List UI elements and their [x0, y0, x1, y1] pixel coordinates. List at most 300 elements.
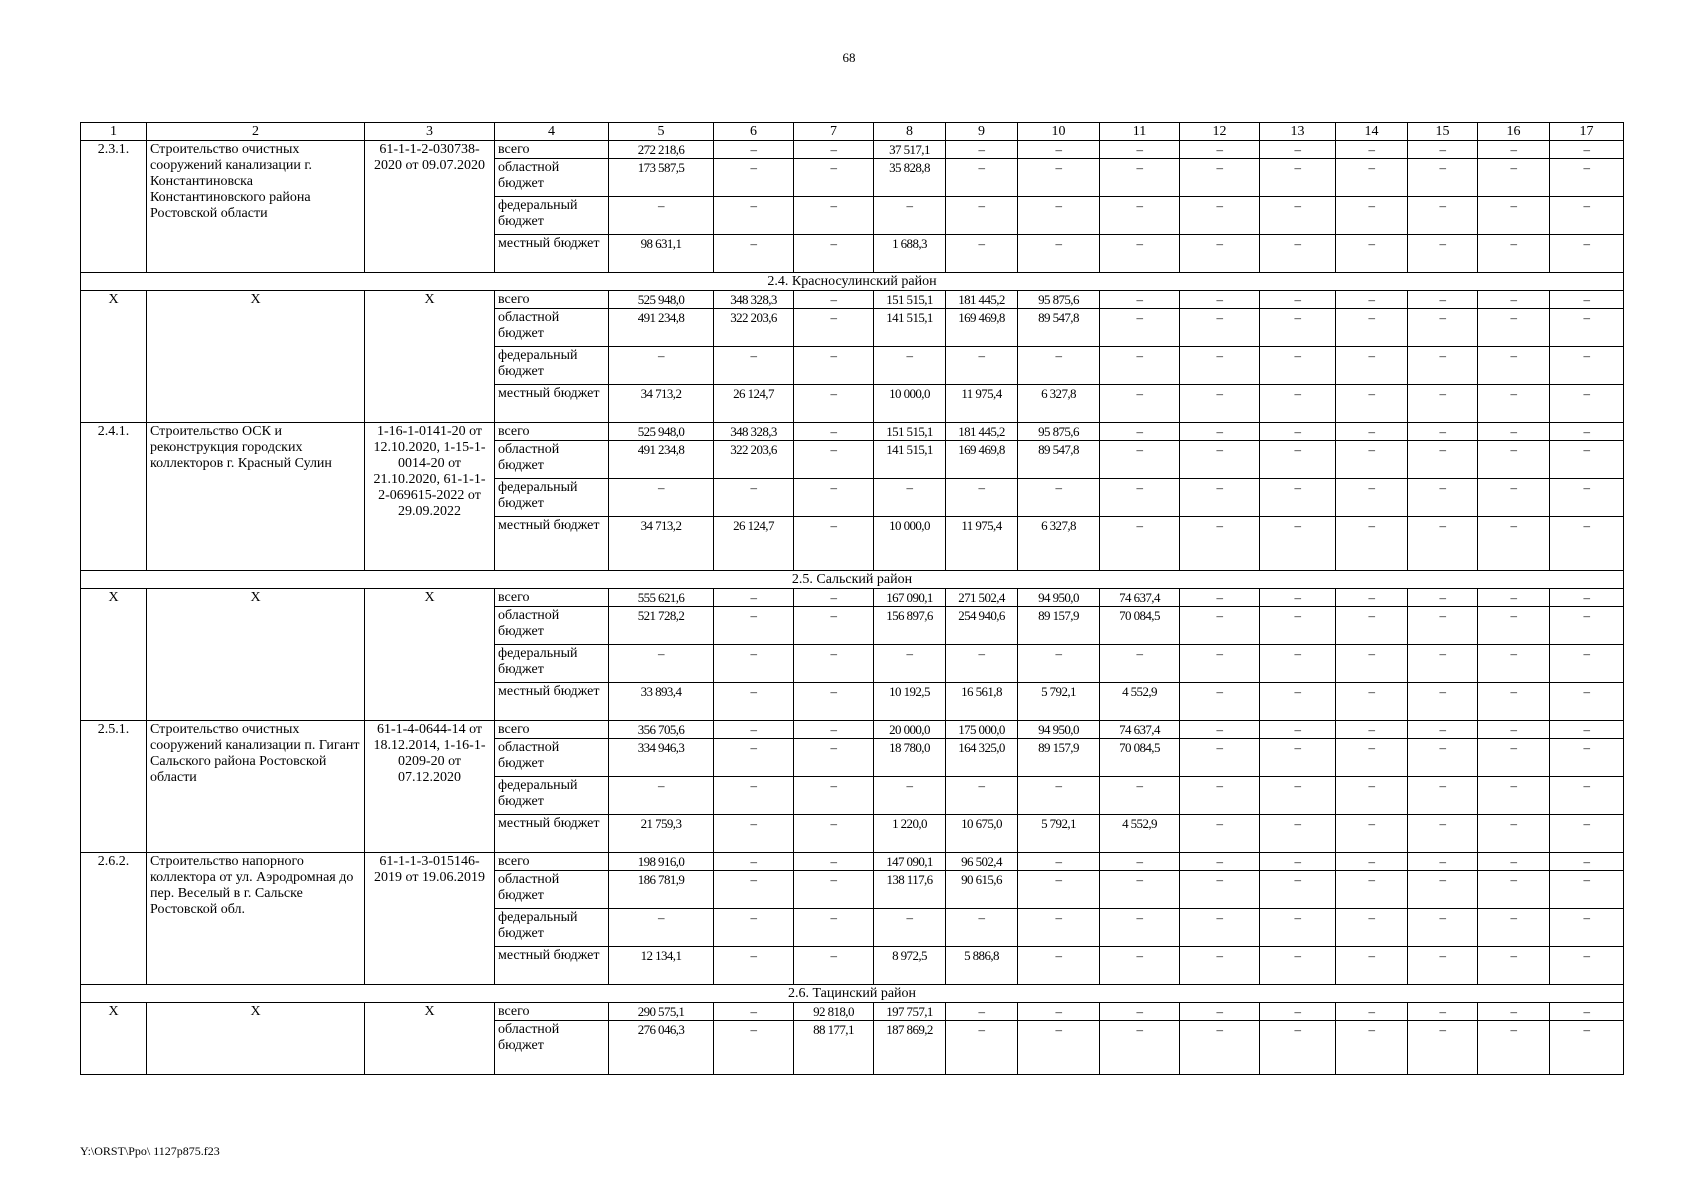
- amount-cell: –: [714, 479, 794, 517]
- amount-cell: –: [1260, 739, 1336, 777]
- amount-cell: –: [1336, 347, 1408, 385]
- amount-cell: –: [946, 141, 1018, 159]
- funding-source-label: местный бюджет: [495, 385, 609, 423]
- column-number-cell: 13: [1260, 123, 1336, 141]
- amount-cell: –: [1018, 141, 1100, 159]
- amount-cell: –: [1550, 683, 1624, 721]
- amount-cell: –: [714, 683, 794, 721]
- amount-cell: –: [794, 777, 874, 815]
- column-number-cell: 16: [1478, 123, 1550, 141]
- amount-cell: –: [1550, 739, 1624, 777]
- amount-cell: 20 000,0: [874, 721, 946, 739]
- item-code: 2.4.1.: [81, 423, 147, 571]
- amount-cell: –: [1408, 947, 1478, 985]
- amount-cell: –: [1180, 739, 1260, 777]
- amount-cell: –: [874, 479, 946, 517]
- amount-cell: 95 875,6: [1018, 291, 1100, 309]
- amount-cell: 169 469,8: [946, 309, 1018, 347]
- amount-cell: –: [1550, 517, 1624, 571]
- amount-cell: –: [1478, 871, 1550, 909]
- amount-cell: –: [1336, 385, 1408, 423]
- amount-cell: –: [714, 777, 794, 815]
- amount-cell: –: [1550, 141, 1624, 159]
- funding-source-label: местный бюджет: [495, 517, 609, 571]
- amount-cell: –: [1550, 479, 1624, 517]
- amount-cell: –: [1408, 909, 1478, 947]
- amount-cell: –: [1408, 739, 1478, 777]
- amount-cell: –: [1336, 739, 1408, 777]
- amount-cell: 35 828,8: [874, 159, 946, 197]
- amount-cell: –: [714, 721, 794, 739]
- item-name: Строительство напорного коллектора от ул. Аэродромная до пер. Веселый в г. Сальске Ростовской обл.: [147, 853, 365, 985]
- amount-cell: –: [794, 479, 874, 517]
- amount-cell: –: [1260, 1021, 1336, 1075]
- amount-cell: –: [1100, 853, 1180, 871]
- amount-cell: –: [1180, 235, 1260, 273]
- amount-cell: –: [794, 517, 874, 571]
- amount-cell: –: [1550, 309, 1624, 347]
- section-row: [81, 985, 1624, 1003]
- amount-cell: –: [1336, 721, 1408, 739]
- amount-cell: –: [1408, 815, 1478, 853]
- amount-cell: –: [714, 1021, 794, 1075]
- amount-cell: –: [1336, 479, 1408, 517]
- amount-cell: –: [1100, 347, 1180, 385]
- funding-source-label: местный бюджет: [495, 683, 609, 721]
- amount-cell: –: [1018, 777, 1100, 815]
- amount-cell: –: [1550, 385, 1624, 423]
- amount-cell: –: [714, 853, 794, 871]
- amount-cell: 11 975,4: [946, 385, 1018, 423]
- amount-cell: –: [1408, 1003, 1478, 1021]
- amount-cell: –: [1180, 197, 1260, 235]
- amount-cell: 6 327,8: [1018, 517, 1100, 571]
- amount-cell: –: [714, 871, 794, 909]
- amount-cell: 26 124,7: [714, 385, 794, 423]
- amount-cell: 88 177,1: [794, 1021, 874, 1075]
- amount-cell: 92 818,0: [794, 1003, 874, 1021]
- amount-cell: –: [946, 347, 1018, 385]
- amount-cell: 1 220,0: [874, 815, 946, 853]
- amount-cell: –: [1018, 853, 1100, 871]
- amount-cell: –: [794, 441, 874, 479]
- amount-cell: –: [609, 197, 714, 235]
- amount-cell: –: [1180, 853, 1260, 871]
- amount-cell: –: [1408, 441, 1478, 479]
- amount-cell: –: [1408, 517, 1478, 571]
- item-reference: 61-1-1-2-030738-2020 от 09.07.2020: [365, 141, 495, 273]
- amount-cell: 141 515,1: [874, 309, 946, 347]
- amount-cell: –: [1408, 159, 1478, 197]
- amount-cell: –: [1100, 517, 1180, 571]
- amount-cell: 74 637,4: [1100, 721, 1180, 739]
- amount-cell: –: [1260, 517, 1336, 571]
- amount-cell: –: [1550, 815, 1624, 853]
- amount-cell: –: [1550, 777, 1624, 815]
- amount-cell: 181 445,2: [946, 291, 1018, 309]
- amount-cell: –: [714, 815, 794, 853]
- amount-cell: –: [1408, 871, 1478, 909]
- column-number-cell: 7: [794, 123, 874, 141]
- amount-cell: –: [1336, 197, 1408, 235]
- amount-cell: 197 757,1: [874, 1003, 946, 1021]
- amount-cell: 173 587,5: [609, 159, 714, 197]
- amount-cell: 96 502,4: [946, 853, 1018, 871]
- amount-cell: –: [1180, 347, 1260, 385]
- amount-cell: –: [1478, 683, 1550, 721]
- amount-cell: 34 713,2: [609, 385, 714, 423]
- funding-source-label: областной бюджет: [495, 441, 609, 479]
- amount-cell: –: [1336, 947, 1408, 985]
- amount-cell: –: [1180, 159, 1260, 197]
- amount-cell: 271 502,4: [946, 589, 1018, 607]
- amount-cell: 5 886,8: [946, 947, 1018, 985]
- budget-table: [80, 122, 1624, 1075]
- column-number-cell: 17: [1550, 123, 1624, 141]
- amount-cell: –: [1260, 159, 1336, 197]
- column-number-cell: 11: [1100, 123, 1180, 141]
- amount-cell: 10 192,5: [874, 683, 946, 721]
- amount-cell: –: [794, 853, 874, 871]
- funding-source-label: федеральный бюджет: [495, 645, 609, 683]
- summary-row: [81, 291, 1624, 309]
- amount-cell: –: [1478, 235, 1550, 273]
- amount-cell: –: [1478, 909, 1550, 947]
- amount-cell: –: [1478, 347, 1550, 385]
- amount-cell: 272 218,6: [609, 141, 714, 159]
- amount-cell: –: [1478, 721, 1550, 739]
- amount-cell: 187 869,2: [874, 1021, 946, 1075]
- item-name: Х: [147, 291, 365, 423]
- amount-cell: 70 084,5: [1100, 607, 1180, 645]
- amount-cell: –: [714, 235, 794, 273]
- page-number: 68: [842, 50, 856, 65]
- amount-cell: –: [1180, 1021, 1260, 1075]
- amount-cell: 11 975,4: [946, 517, 1018, 571]
- column-number-cell: 10: [1018, 123, 1100, 141]
- amount-cell: –: [1018, 235, 1100, 273]
- amount-cell: 74 637,4: [1100, 589, 1180, 607]
- item-code: 2.5.1.: [81, 721, 147, 853]
- amount-cell: –: [794, 235, 874, 273]
- amount-cell: 4 552,9: [1100, 815, 1180, 853]
- item-name: Строительство очистных сооружений канализации п. Гигант Сальского района Ростовской области: [147, 721, 365, 853]
- amount-cell: 322 203,6: [714, 441, 794, 479]
- section-title: 2.5. Сальский район: [81, 571, 1624, 589]
- amount-cell: –: [1478, 589, 1550, 607]
- amount-cell: –: [1180, 1003, 1260, 1021]
- funding-source-label: всего: [495, 721, 609, 739]
- amount-cell: –: [1408, 607, 1478, 645]
- amount-cell: –: [1336, 777, 1408, 815]
- funding-source-label: всего: [495, 141, 609, 159]
- section-title: 2.6. Тацинский район: [81, 985, 1624, 1003]
- amount-cell: –: [1550, 947, 1624, 985]
- project-row: [81, 853, 1624, 871]
- amount-cell: –: [1478, 815, 1550, 853]
- amount-cell: –: [1408, 291, 1478, 309]
- amount-cell: –: [794, 815, 874, 853]
- amount-cell: –: [1478, 777, 1550, 815]
- amount-cell: –: [1100, 947, 1180, 985]
- funding-source-label: областной бюджет: [495, 607, 609, 645]
- amount-cell: –: [714, 141, 794, 159]
- amount-cell: –: [1550, 1021, 1624, 1075]
- amount-cell: –: [794, 423, 874, 441]
- amount-cell: –: [874, 909, 946, 947]
- amount-cell: 198 916,0: [609, 853, 714, 871]
- column-number-cell: 9: [946, 123, 1018, 141]
- amount-cell: –: [1408, 423, 1478, 441]
- amount-cell: –: [1180, 607, 1260, 645]
- amount-cell: –: [946, 1003, 1018, 1021]
- amount-cell: 348 328,3: [714, 423, 794, 441]
- amount-cell: –: [1180, 309, 1260, 347]
- amount-cell: 555 621,6: [609, 589, 714, 607]
- amount-cell: –: [1260, 645, 1336, 683]
- amount-cell: 334 946,3: [609, 739, 714, 777]
- amount-cell: 348 328,3: [714, 291, 794, 309]
- column-number-cell: 3: [365, 123, 495, 141]
- amount-cell: 175 000,0: [946, 721, 1018, 739]
- amount-cell: 90 615,6: [946, 871, 1018, 909]
- amount-cell: –: [794, 347, 874, 385]
- amount-cell: –: [1180, 423, 1260, 441]
- amount-cell: –: [1408, 1021, 1478, 1075]
- amount-cell: –: [1408, 683, 1478, 721]
- amount-cell: 356 705,6: [609, 721, 714, 739]
- file-path-footer: Y:\ORST\Ppo\ 1127p875.f23: [80, 1144, 220, 1158]
- item-reference: 1-16-1-0141-20 от 12.10.2020, 1-15-1-0014-20 от 21.10.2020, 61-1-1-2-069615-2022 от 29.09.2022: [365, 423, 495, 571]
- amount-cell: 276 046,3: [609, 1021, 714, 1075]
- amount-cell: –: [1100, 159, 1180, 197]
- item-code: Х: [81, 589, 147, 721]
- amount-cell: –: [946, 909, 1018, 947]
- amount-cell: 5 792,1: [1018, 815, 1100, 853]
- amount-cell: –: [1478, 607, 1550, 645]
- amount-cell: –: [1100, 141, 1180, 159]
- amount-cell: –: [1478, 517, 1550, 571]
- amount-cell: –: [1408, 479, 1478, 517]
- amount-cell: –: [946, 479, 1018, 517]
- amount-cell: –: [1336, 141, 1408, 159]
- amount-cell: –: [1100, 197, 1180, 235]
- item-reference: Х: [365, 291, 495, 423]
- funding-source-label: областной бюджет: [495, 739, 609, 777]
- column-number-cell: 8: [874, 123, 946, 141]
- amount-cell: –: [1100, 479, 1180, 517]
- funding-source-label: федеральный бюджет: [495, 909, 609, 947]
- summary-row: [81, 589, 1624, 607]
- amount-cell: –: [1260, 909, 1336, 947]
- amount-cell: 6 327,8: [1018, 385, 1100, 423]
- amount-cell: –: [1550, 197, 1624, 235]
- column-number-cell: 4: [495, 123, 609, 141]
- amount-cell: –: [1180, 645, 1260, 683]
- amount-cell: 169 469,8: [946, 441, 1018, 479]
- amount-cell: –: [794, 871, 874, 909]
- section-title: 2.4. Красносулинский район: [81, 273, 1624, 291]
- amount-cell: –: [1260, 235, 1336, 273]
- amount-cell: –: [1100, 1003, 1180, 1021]
- amount-cell: –: [1018, 645, 1100, 683]
- amount-cell: 164 325,0: [946, 739, 1018, 777]
- amount-cell: –: [1336, 159, 1408, 197]
- amount-cell: –: [1100, 645, 1180, 683]
- amount-cell: –: [1180, 909, 1260, 947]
- amount-cell: –: [1478, 141, 1550, 159]
- amount-cell: –: [794, 909, 874, 947]
- amount-cell: –: [714, 909, 794, 947]
- funding-source-label: областной бюджет: [495, 309, 609, 347]
- amount-cell: –: [1336, 683, 1408, 721]
- amount-cell: –: [1408, 141, 1478, 159]
- funding-source-label: федеральный бюджет: [495, 347, 609, 385]
- amount-cell: –: [1478, 947, 1550, 985]
- amount-cell: –: [1260, 1003, 1336, 1021]
- amount-cell: 141 515,1: [874, 441, 946, 479]
- amount-cell: 89 157,9: [1018, 739, 1100, 777]
- amount-cell: –: [794, 141, 874, 159]
- amount-cell: –: [714, 739, 794, 777]
- amount-cell: –: [1478, 645, 1550, 683]
- amount-cell: 254 940,6: [946, 607, 1018, 645]
- amount-cell: 94 950,0: [1018, 589, 1100, 607]
- amount-cell: –: [1550, 1003, 1624, 1021]
- amount-cell: –: [1478, 291, 1550, 309]
- amount-cell: 33 893,4: [609, 683, 714, 721]
- amount-cell: –: [1180, 947, 1260, 985]
- amount-cell: –: [1550, 347, 1624, 385]
- amount-cell: 156 897,6: [874, 607, 946, 645]
- amount-cell: –: [1478, 197, 1550, 235]
- amount-cell: –: [1550, 871, 1624, 909]
- column-number-cell: 14: [1336, 123, 1408, 141]
- amount-cell: –: [1550, 589, 1624, 607]
- amount-cell: –: [1408, 645, 1478, 683]
- amount-cell: –: [874, 645, 946, 683]
- amount-cell: –: [1260, 441, 1336, 479]
- funding-source-label: всего: [495, 853, 609, 871]
- funding-source-label: местный бюджет: [495, 947, 609, 985]
- amount-cell: –: [1100, 309, 1180, 347]
- amount-cell: –: [1180, 683, 1260, 721]
- amount-cell: 147 090,1: [874, 853, 946, 871]
- amount-cell: –: [1336, 235, 1408, 273]
- amount-cell: –: [794, 309, 874, 347]
- amount-cell: –: [794, 197, 874, 235]
- amount-cell: –: [714, 589, 794, 607]
- amount-cell: –: [1336, 291, 1408, 309]
- amount-cell: –: [714, 159, 794, 197]
- amount-cell: –: [1260, 141, 1336, 159]
- amount-cell: –: [1100, 909, 1180, 947]
- amount-cell: –: [609, 645, 714, 683]
- amount-cell: –: [1408, 309, 1478, 347]
- amount-cell: –: [874, 777, 946, 815]
- funding-source-label: всего: [495, 423, 609, 441]
- amount-cell: –: [1260, 479, 1336, 517]
- amount-cell: 10 675,0: [946, 815, 1018, 853]
- amount-cell: –: [1180, 291, 1260, 309]
- amount-cell: –: [1100, 871, 1180, 909]
- amount-cell: –: [1260, 683, 1336, 721]
- amount-cell: –: [1260, 347, 1336, 385]
- amount-cell: –: [1100, 291, 1180, 309]
- amount-cell: –: [1336, 815, 1408, 853]
- column-number-cell: 15: [1408, 123, 1478, 141]
- funding-source-label: федеральный бюджет: [495, 197, 609, 235]
- amount-cell: –: [1550, 909, 1624, 947]
- item-reference: Х: [365, 1003, 495, 1075]
- amount-cell: –: [1550, 853, 1624, 871]
- amount-cell: –: [946, 777, 1018, 815]
- amount-cell: –: [1260, 947, 1336, 985]
- amount-cell: –: [1478, 1021, 1550, 1075]
- funding-source-label: всего: [495, 589, 609, 607]
- funding-source-label: местный бюджет: [495, 815, 609, 853]
- amount-cell: –: [1018, 479, 1100, 517]
- amount-cell: –: [1336, 909, 1408, 947]
- amount-cell: 21 759,3: [609, 815, 714, 853]
- amount-cell: –: [1336, 423, 1408, 441]
- column-number-cell: 12: [1180, 123, 1260, 141]
- amount-cell: 95 875,6: [1018, 423, 1100, 441]
- amount-cell: –: [714, 645, 794, 683]
- amount-cell: 138 117,6: [874, 871, 946, 909]
- amount-cell: –: [1408, 197, 1478, 235]
- amount-cell: –: [1018, 1021, 1100, 1075]
- amount-cell: –: [874, 197, 946, 235]
- amount-cell: –: [1336, 607, 1408, 645]
- amount-cell: –: [794, 645, 874, 683]
- amount-cell: –: [874, 347, 946, 385]
- amount-cell: –: [1180, 721, 1260, 739]
- amount-cell: 94 950,0: [1018, 721, 1100, 739]
- column-number-cell: 5: [609, 123, 714, 141]
- amount-cell: –: [1336, 1021, 1408, 1075]
- amount-cell: –: [1408, 721, 1478, 739]
- amount-cell: –: [1550, 159, 1624, 197]
- amount-cell: 18 780,0: [874, 739, 946, 777]
- funding-source-label: федеральный бюджет: [495, 777, 609, 815]
- amount-cell: 16 561,8: [946, 683, 1018, 721]
- funding-source-label: федеральный бюджет: [495, 479, 609, 517]
- amount-cell: –: [1100, 441, 1180, 479]
- amount-cell: –: [609, 479, 714, 517]
- amount-cell: –: [1180, 385, 1260, 423]
- amount-cell: –: [714, 607, 794, 645]
- amount-cell: –: [1018, 947, 1100, 985]
- amount-cell: –: [794, 159, 874, 197]
- amount-cell: 26 124,7: [714, 517, 794, 571]
- amount-cell: 525 948,0: [609, 291, 714, 309]
- amount-cell: –: [1100, 423, 1180, 441]
- amount-cell: –: [1408, 347, 1478, 385]
- amount-cell: 10 000,0: [874, 385, 946, 423]
- amount-cell: 10 000,0: [874, 517, 946, 571]
- amount-cell: 98 631,1: [609, 235, 714, 273]
- amount-cell: 37 517,1: [874, 141, 946, 159]
- amount-cell: 151 515,1: [874, 423, 946, 441]
- amount-cell: 34 713,2: [609, 517, 714, 571]
- amount-cell: –: [1550, 235, 1624, 273]
- amount-cell: –: [1018, 197, 1100, 235]
- amount-cell: –: [1180, 517, 1260, 571]
- amount-cell: –: [1260, 291, 1336, 309]
- amount-cell: –: [1478, 159, 1550, 197]
- amount-cell: –: [1336, 309, 1408, 347]
